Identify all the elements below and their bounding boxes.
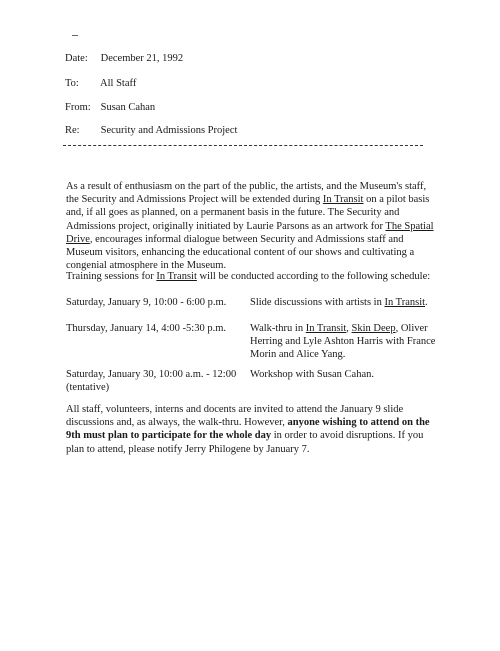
paragraph-invitation (66, 403, 436, 456)
schedule-1-text-1: Slide discussions with artists in (250, 297, 385, 308)
schedule-when-2: Thursday, January 14, 4:00 -5:30 p.m. (66, 323, 227, 334)
memo-date-row (65, 52, 183, 65)
schedule-what-3: Workshop with Susan Cahan. (250, 369, 374, 380)
intro-text-1: As a result of enthusiasm on the part of the public, the artists, and the Museum's staff, the Security and Admissions Project will be extended during (66, 181, 427, 206)
memo-from-row (65, 101, 155, 114)
header-divider (63, 145, 423, 146)
schedule-what-2 (250, 322, 440, 362)
paragraph-training (66, 270, 436, 283)
schedule-when-3 (66, 368, 236, 394)
invitation-text-2: in order to avoid disruptions. If you plan to attend, please notify Jerry Philogene by January 7. (66, 430, 424, 455)
memo-re-row (65, 124, 237, 137)
from-value: Susan Cahan (100, 102, 156, 113)
date-value: December 21, 1992 (100, 53, 184, 64)
from-label: From: (65, 102, 91, 113)
to-value: All Staff (100, 78, 137, 89)
schedule-1-text-2: . (425, 297, 428, 308)
intro-title-spatial-drive: The Spatial Drive (66, 220, 434, 245)
training-text-1: Training sessions for (66, 271, 157, 282)
schedule-1-title: In Transit (384, 297, 426, 308)
intro-text-3: , encourages informal dialogue between Security and Admissions staff and Museum visitors, enhancing the educational content of our shows and cultivating a congenial atmosphere in the Museum. (66, 233, 415, 272)
re-value: Security and Admissions Project (100, 125, 238, 136)
schedule-3-when-line-2: (tentative) (66, 382, 110, 394)
schedule-what-1 (250, 296, 440, 309)
schedule-when-1: Saturday, January 9, 10:00 - 6:00 p.m. (66, 297, 227, 308)
intro-text-2: on a pilot basis and, if all goes as planned, on a permanent basis in the future. The Security and Admissions project, originally initiated by Laurie Parsons as an artwork for (66, 194, 430, 232)
schedule-2-text-1: Walk-thru in (250, 323, 306, 334)
schedule-2-title-1: In Transit (305, 323, 347, 334)
scan-mark (72, 35, 78, 36)
schedule-2-text-2: , (346, 323, 352, 334)
training-title-in-transit: In Transit (156, 271, 197, 282)
invitation-bold: anyone wishing to attend on the 9th must plan to participate for the whole day (66, 417, 430, 442)
paragraph-intro (66, 180, 436, 272)
schedule-2-title-2: Skin Deep (351, 323, 396, 334)
date-label: Date: (65, 53, 88, 64)
invitation-text-1: All staff, volunteers, interns and docents are invited to attend the January 9 slide discussions and, as always, the walk-thru. However, (66, 404, 404, 429)
to-label: To: (65, 78, 79, 89)
intro-title-in-transit: In Transit (322, 194, 364, 206)
training-text-2: will be conducted according to the following schedule: (196, 271, 431, 282)
schedule-3-when-line-1: Saturday, January 30, 10:00 a.m. - 12:00 (66, 369, 237, 380)
memo-to-row (65, 77, 136, 90)
re-label: Re: (65, 125, 80, 136)
schedule-2-text-3: , Oliver Herring and Lyle Ashton Harris with France Morin and Alice Yang. (250, 323, 436, 361)
